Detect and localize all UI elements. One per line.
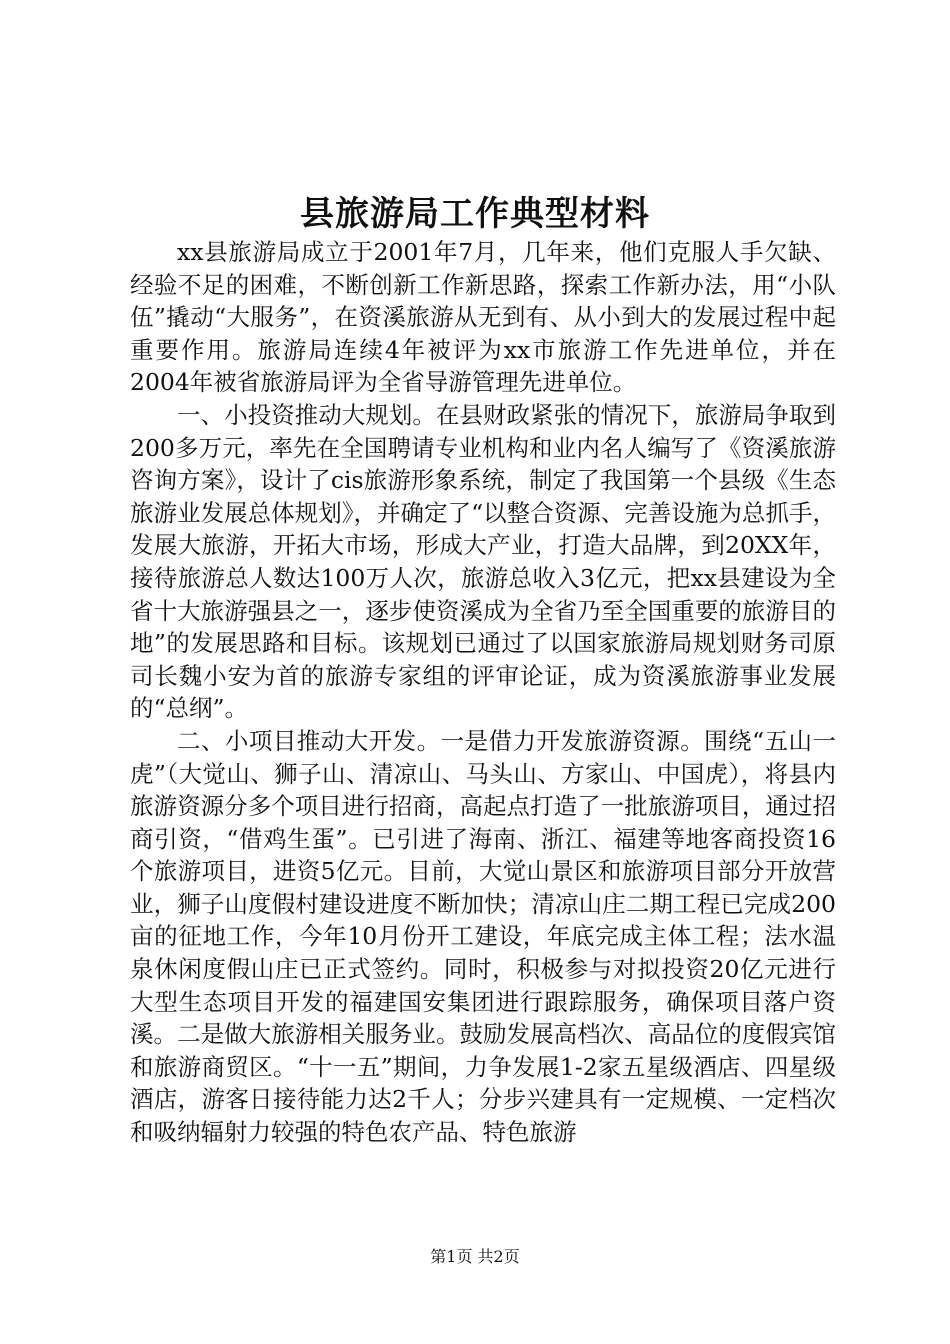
page-number-footer: 第1页 共2页: [430, 1247, 520, 1266]
document-body: [130, 236, 836, 1149]
document-title: 县旅游局工作典型材料: [300, 194, 650, 234]
paragraph-intro: xx县旅游局成立于2001年7月，几年来，他们克服人手欠缺、经验不足的困难，不断创新工作新思路，探索工作新办法，用“小队伍”撬动“大服务”，在资溪旅游从无到有、从小到大的发展过程中起重要作用。旅游局连续4年被评为xx市旅游工作先进单位，并在2004年被省旅游局评为全省导游管理先进单位。: [130, 238, 836, 397]
paragraph-section-2: 二、小项目推动大开发。一是借力开发旅游资源。围绕“五山一虎”（大觉山、狮子山、清凉山、马头山、方家山、中国虎），将县内旅游资源分多个项目进行招商，高起点打造了一批旅游项目，通过招商引资，“借鸡生蛋”。已引进了海南、浙江、福建等地客商投资16个旅游项目，进资5亿元。目前，大觉山景区和旅游项目部分开放营业，狮子山度假村建设进度不断加快；清凉山庄二期工程已完成200亩的征地工作，今年10月份开工建设，年底完成主体工程；法水温泉休闲度假山庄已正式签约。同时，积极参与对拟投资20亿元进行大型生态项目开发的福建国安集团进行跟踪服务，确保项目落户资溪。二是做大旅游相关服务业。鼓励发展高档次、高品位的度假宾馆和旅游商贸区。“十一五”期间，力争发展1-2家五星级酒店、四星级酒店，游客日接待能力达2千人；分步兴建具有一定规模、一定档次和吸纳辐射力较强的特色农产品、特色旅游: [130, 726, 836, 1147]
paragraph-section-1: 一、小投资推动大规划。在县财政紧张的情况下，旅游局争取到200多万元，率先在全国聘请专业机构和业内名人编写了《资溪旅游咨询方案》，设计了cis旅游形象系统，制定了我国第一个县级《生态旅游业发展总体规划》，并确定了“以整合资源、完善设施为总抓手，发展大旅游，开拓大市场，形成大产业，打造大品牌，到20XX年，接待旅游总人数达100万人次，旅游总收入3亿元，把xx县建设为全省十大旅游强县之一，逐步使资溪成为全省乃至全国重要的旅游目的地”的发展思路和目标。该规划已通过了以国家旅游局规划财务司原司长魏小安为首的旅游专家组的评审论证，成为资溪旅游事业发展的“总纲”。: [130, 400, 836, 723]
